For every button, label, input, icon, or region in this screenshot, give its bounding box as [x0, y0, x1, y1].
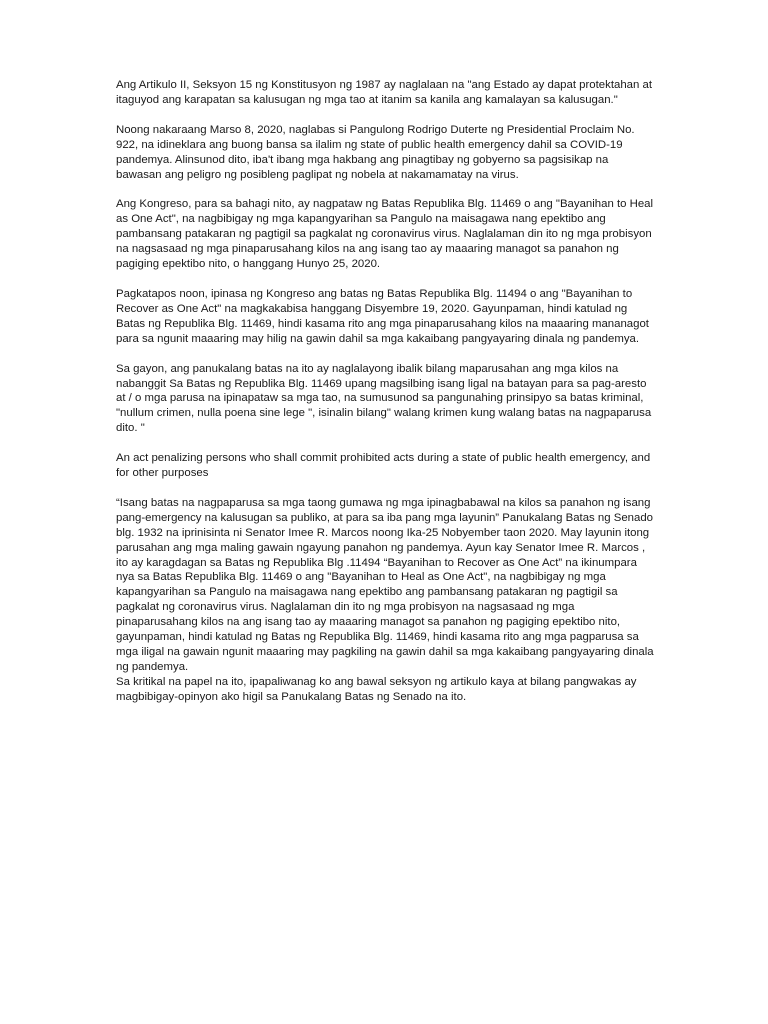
paragraph-constitution: Ang Artikulo II, Seksyon 15 ng Konstitusyon ng 1987 ay naglalaan na "ang Estado ay dapat protektahan at itaguyod ang karapatan sa kalusugan ng mga tao at itanim sa kanila ang kamalayan sa kalusugan."	[116, 79, 652, 106]
paragraph-act-title: An act penalizing persons who shall commit prohibited acts during a state of public health emergency, and for other purposes	[116, 452, 651, 480]
paragraph-proclamation: Noong nakaraang Marso 8, 2020, naglabas si Pangulong Rodrigo Duterte ng Presidential Proclaim No. 922, na idineklara ang buong bansa sa ilalim ng state of public health emergency dahil sa COVID-19 pandemya. Alinsunod dito, iba't ibang mga hakbang ang pinagtibay ng gobyerno sa pagsisikap na bawasan ang peligro ng posibleng paglipat ng nobela at nakamamatay na virus.	[116, 123, 635, 181]
paragraph-bayanihan-recover: Pagkatapos noon, ipinasa ng Kongreso ang batas ng Batas Republika Blg. 11494 o ang "Bayanihan to Recover as One Act" na magkakabisa hanggang Disyembre 19, 2020. Gayunpaman, hindi katulad ng Batas ng Republika Blg. 11469, hindi kasama rito ang mga pinaparusahang kilos na maaaring mananagot para sa ngunit maaaring may hilig na gawin dahil sa mga kakaibang pangyayaring dinala ng pandemya.	[116, 287, 649, 345]
paragraph-purpose: Sa gayon, ang panukalang batas na ito ay naglalayong ibalik bilang maparusahan ang mga kilos na nabanggit Sa Batas ng Republika Blg. 11469 upang magsilbing isang ligal na batayan para sa pag-aresto at / o mga parusa na ipinapataw sa mga tao, na sumusunod sa pangunahing prinsipyo sa batas kriminal, "nullum crimen, nulla poena sine lege ", isinalin bilang" walang krimen kung walang batas na nagpaparusa dito. "	[116, 362, 652, 435]
paragraph-senate-bill: “Isang batas na nagpaparusa sa mga taong gumawa ng mga ipinagbabawal na kilos sa panahon ng isang pang-emergency na kalusugan sa publiko, at para sa iba pang mga layunin” Panukalang Batas ng Senado blg. 1932 na iprinisinta ni Senator Imee R. Marcos noong Ika-25 Nobyember taon 2020. May layunin itong parusahan ang mga maling gawain ngayung panahon ng pandemya. Ayun kay Senator Imee R. Marcos , ito ay karagdagan sa Batas ng Republika Blg .11494 “Bayanihan to Recover as One Act” na ikinumpara nya sa Batas Republika Blg. 11469 o ang "Bayanihan to Heal as One Act", na nagbibigay ng mga kapangyarihan sa Pangulo na maisagawa nang epektibo ang pambansang patakaran ng pagtigil sa pagkalat ng coronavirus virus. Naglalaman din ito ng mga probisyon na nagsasaad ng mga pinaparusahang kilos na ang isang tao ay maaaring managot sa panahon ng pagiging epektibo nito, gayunpaman, hindi katulad ng Batas ng Republika Blg. 11469, hindi kasama rito ang mga pagparusa sa mga iligal na gawain ngunit maaaring may pagkiling na gawin dahil sa mga kakaibang pangyayaring dinala ng pandemya.	[116, 496, 654, 673]
paragraph-bayanihan-heal: Ang Kongreso, para sa bahagi nito, ay nagpataw ng Batas Republika Blg. 11469 o ang "Bayanihan to Heal as One Act", na nagbibigay ng mga kapangyarihan sa Pangulo na maisagawa nang epektibo ang pambansang patakaran ng pagtigil sa pagkalat ng coronavirus virus. Naglalaman din ito ng mga probisyon na nagsasaad ng mga pinaparusahang kilos na ang isang tao ay maaaring managot sa panahon ng pagiging epektibo nito, o hanggang Hunyo 25, 2020.	[116, 198, 654, 271]
paragraph-conclusion: Sa kritikal na papel na ito, ipapaliwanag ko ang bawal seksyon ng artikulo kaya at bilang pangwakas ay magbibigay-opinyon ako higil sa Panukalang Batas ng Senado na ito.	[116, 675, 637, 703]
document-body	[116, 78, 656, 705]
